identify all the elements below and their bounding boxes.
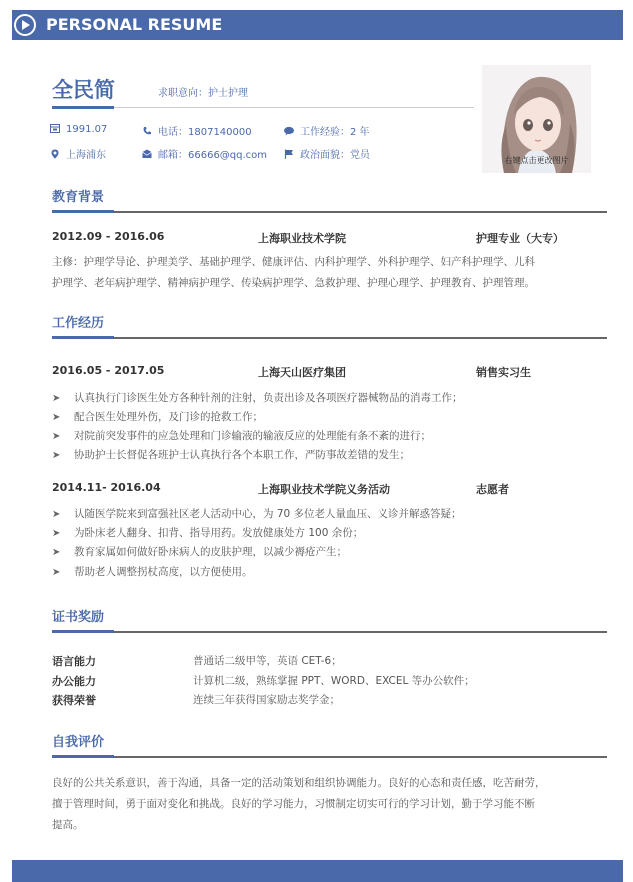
section-divider [114,631,607,633]
profile-photo[interactable] [482,65,591,173]
bullet-text: 为卧床老人翻身、扣背、指导用药。发放健康处方 100 余份； [74,527,364,539]
location-text: 上海浦东 [66,150,106,161]
section-underline [52,630,114,633]
job-date: 2014.11- 2016.04 [52,481,161,494]
job-role: 志愿者 [476,483,509,496]
chevron-right-icon: ➤ [52,528,61,539]
bullet-text: 认随医学院来到富强社区老人活动中心，为 70 多位老人量血压、义诊并解惑答疑； [74,508,462,520]
section-divider [114,211,607,213]
self-line: 良好的公共关系意识，善于沟通，具备一定的活动策划和组织协调能力。良好的心态和责任感，吃苦耐劳， [52,777,546,789]
section-title-education: 教育背景 [52,190,105,205]
phone-text: 电话：1807140000 [158,127,252,138]
info-experience [284,123,370,138]
section-underline [52,210,114,213]
chevron-right-icon: ➤ [52,431,61,442]
job-bullet [52,428,431,443]
job-role: 销售实习生 [476,366,531,379]
header-title: PERSONAL RESUME [46,15,223,34]
flag-icon [284,149,294,159]
bullet-text: 帮助老人调整拐杖高度，以方便使用。 [74,566,253,578]
experience-text: 工作经验：2 年 [300,127,370,138]
job-target: 求职意向：护士护理 [158,88,248,99]
info-location [50,146,106,161]
name-divider [114,107,474,108]
courses-line: 主修：护理学导论、护理美学、基础护理学、健康评估、内科护理学、外科护理学、妇产科护理学、儿科 [52,256,535,268]
header-bar [12,10,623,40]
chevron-right-icon: ➤ [52,393,61,404]
bullet-text: 协助护士长督促各班护士认真执行各个本职工作，严防事故差错的发生； [74,449,410,461]
bullet-text: 对院前突发事件的应急处理和门诊输液的输液反应的处理能有条不紊的进行； [74,430,431,442]
cert-value: 普通话二级甲等，英语 CET-6； [193,655,342,667]
chevron-right-icon: ➤ [52,509,61,520]
education-school: 上海职业技术学院 [258,232,346,245]
play-circle-icon [14,14,36,36]
cert-label: 办公能力 [52,675,96,688]
info-birth [50,123,107,135]
job-bullet [52,525,363,540]
birth-text: 1991.07 [66,124,108,135]
section-title-certs: 证书奖励 [52,610,105,625]
email-text: 邮箱：66666@qq.com [158,150,268,161]
footer-bar [12,860,623,882]
cert-value: 连续三年获得国家励志奖学金； [193,694,340,706]
chevron-right-icon: ➤ [52,450,61,461]
cert-value: 计算机二级，熟练掌握 PPT、WORD、EXCEL 等办公软件； [193,675,475,687]
section-divider [114,756,607,758]
candidate-name: 全民简 [52,78,115,102]
job-bullet [52,390,463,405]
location-pin-icon [50,149,60,159]
job-bullet [52,544,347,559]
bullet-text: 配合医生处理外伤，及门诊的抢救工作； [74,411,263,423]
info-phone [142,123,252,138]
photo-caption: 右键点击更改图片 [504,156,569,165]
chevron-right-icon: ➤ [52,412,61,423]
job-bullet [52,506,462,521]
education-major: 护理专业（大专） [476,232,564,245]
self-line: 提高。 [52,819,84,831]
politics-text: 政治面貌：党员 [300,150,370,161]
courses-line: 护理学、老年病护理学、精神病护理学、传染病护理学、急救护理、护理心理学、护理教育、护理管理。 [52,277,535,289]
self-evaluation [52,773,600,836]
job-bullet [52,409,263,424]
section-title-self: 自我评价 [52,735,105,750]
cert-label: 获得荣誉 [52,694,96,707]
info-politics [284,146,370,161]
education-courses [52,252,600,294]
section-underline [52,755,114,758]
job-bullet [52,564,253,579]
bullet-text: 认真执行门诊医生处方各种针剂的注射，负责出诊及各项医疗器械物品的消毒工作； [74,392,463,404]
bullet-text: 教育家属如何做好卧床病人的皮肤护理，以减少褥疮产生； [74,546,347,558]
job-org: 上海天山医疗集团 [258,366,346,379]
job-date: 2016.05 - 2017.05 [52,364,165,377]
chevron-right-icon: ➤ [52,567,61,578]
calendar-icon [50,123,60,133]
self-line: 擅于管理时间，勇于面对变化和挑战。良好的学习能力，习惯制定切实可行的学习计划，勤于学习能不断 [52,798,535,810]
education-date: 2012.09 - 2016.06 [52,230,165,243]
chat-bubble-icon [284,126,294,136]
job-bullet [52,447,410,462]
info-email [142,146,267,161]
job-org: 上海职业技术学院义务活动 [258,483,390,496]
chevron-right-icon: ➤ [52,547,61,558]
section-underline [52,336,114,339]
envelope-icon [142,149,152,159]
section-title-work: 工作经历 [52,316,105,331]
cert-label: 语言能力 [52,655,96,668]
name-underline [52,106,114,109]
phone-icon [142,126,152,136]
section-divider [114,337,607,339]
